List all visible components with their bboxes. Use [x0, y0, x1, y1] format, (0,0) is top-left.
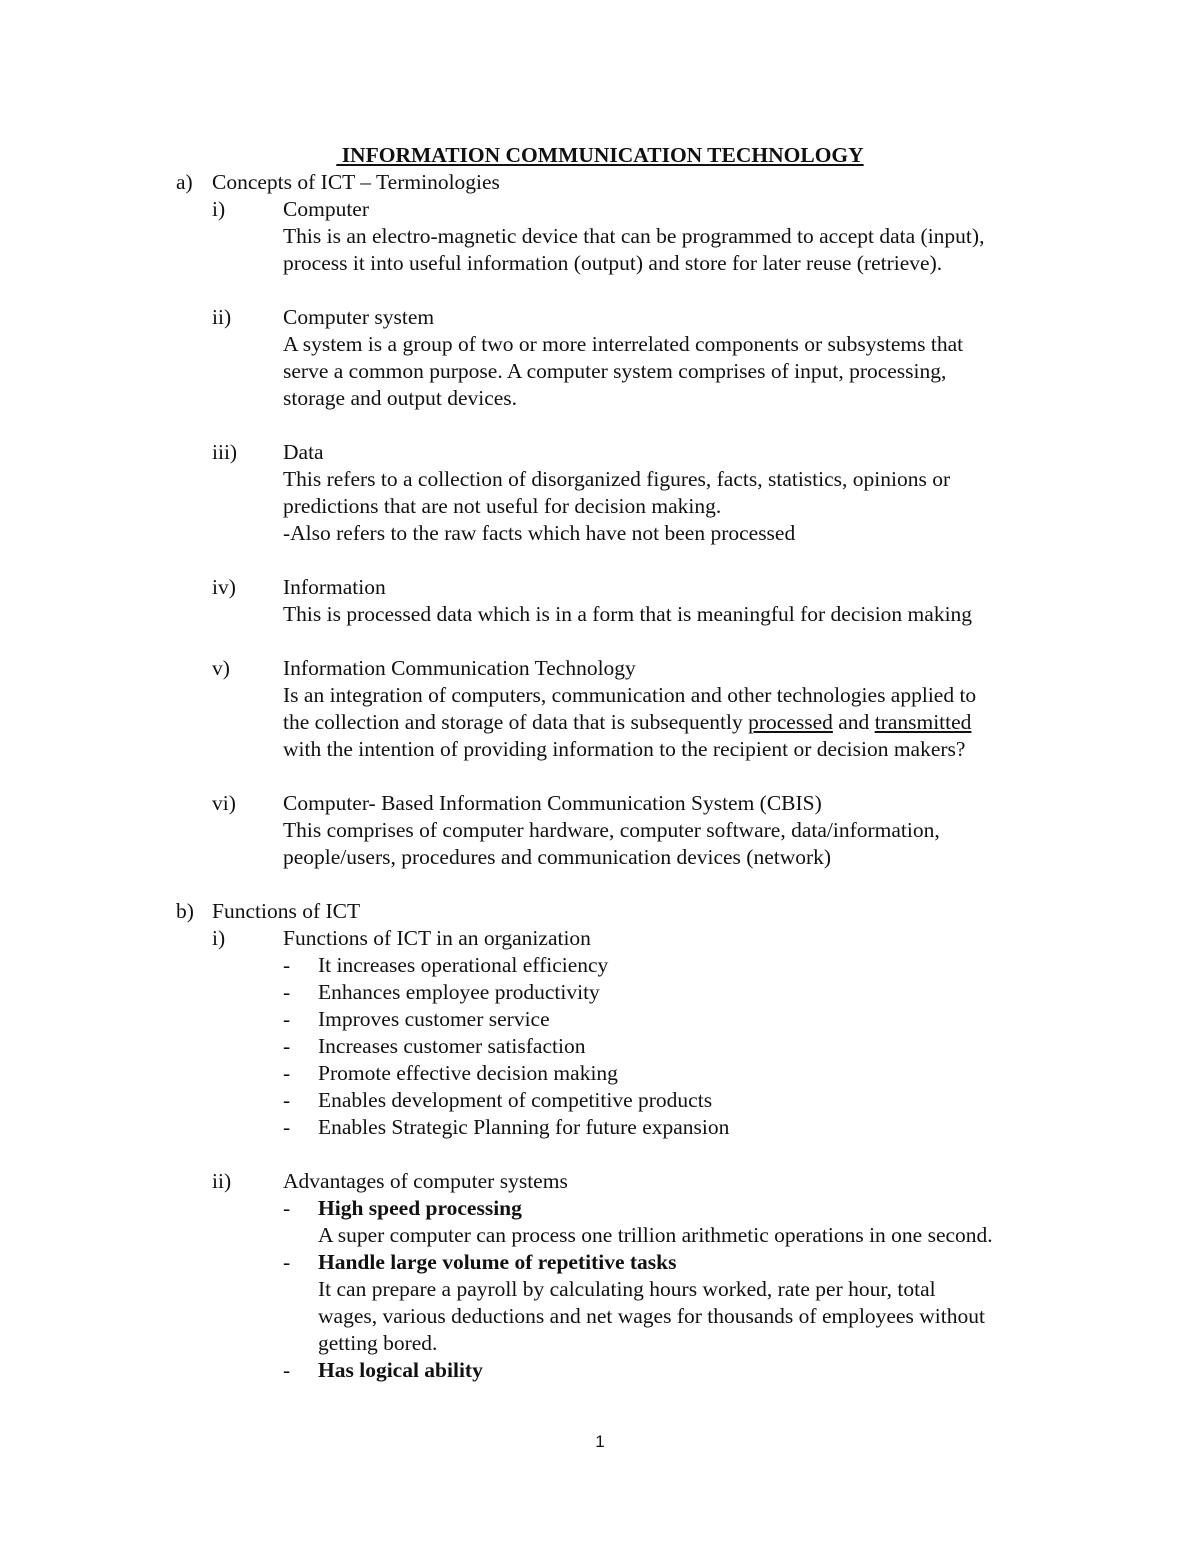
advantage-title-text: Has logical ability: [318, 1358, 483, 1382]
page-title: INFORMATION COMMUNICATION TECHNOLOGY: [336, 143, 864, 167]
function-item: Promote effective decision making: [318, 1061, 618, 1085]
item-number: iv): [212, 575, 236, 599]
advantages-heading: Advantages of computer systems: [283, 1169, 568, 1193]
item-number: i): [212, 197, 226, 221]
item-number: vi): [212, 791, 236, 815]
term-text: This refers to a collection of disorganized figures, facts, statistics, opinions or: [283, 467, 951, 491]
advantage-title: [318, 1249, 677, 1276]
function-item: Improves customer service: [318, 1007, 550, 1031]
advantage-text: It can prepare a payroll by calculating hours worked, rate per hour, total: [318, 1277, 936, 1301]
term-text: people/users, procedures and communication devices (network): [283, 845, 832, 869]
term-text: This comprises of computer hardware, computer software, data/information,: [283, 818, 940, 842]
item-number: iii): [212, 440, 238, 464]
section-b-label: b): [176, 899, 194, 923]
advantage-title: [318, 1357, 483, 1384]
section-b-heading: Functions of ICT: [212, 899, 361, 923]
term-text: This is processed data which is in a form that is meaningful for decision making: [283, 602, 973, 626]
item-number: v): [212, 656, 230, 680]
term-heading: Information: [283, 575, 386, 599]
item-number: ii): [212, 1169, 232, 1193]
bullet-dash: -: [283, 1088, 291, 1112]
item-number: ii): [212, 305, 232, 329]
term-text: This is an electro-magnetic device that can be programmed to accept data (input),: [283, 224, 985, 248]
advantage-title-text: Handle large volume of repetitive tasks: [318, 1250, 677, 1274]
bullet-dash: -: [283, 1358, 291, 1382]
section-a-heading: Concepts of ICT – Terminologies: [212, 170, 500, 194]
underlined-word-processed: processed: [748, 710, 833, 734]
term-text: -Also refers to the raw facts which have not been processed: [283, 521, 796, 545]
term-heading: Computer- Based Information Communication System (CBIS): [283, 791, 822, 815]
bullet-dash: -: [283, 1196, 291, 1220]
bullet-dash: -: [283, 1007, 291, 1031]
function-item: It increases operational efficiency: [318, 953, 609, 977]
term-heading: Data: [283, 440, 324, 464]
term-text: A system is a group of two or more interrelated components or subsystems that: [283, 332, 964, 356]
term-text: Is an integration of computers, communication and other technologies applied to: [283, 683, 977, 707]
term-text: [283, 709, 971, 736]
term-text: process it into useful information (output) and store for later reuse (retrieve).: [283, 251, 943, 275]
term-text: with the intention of providing information to the recipient or decision makers?: [283, 737, 966, 761]
function-item: Increases customer satisfaction: [318, 1034, 586, 1058]
underlined-word-transmitted: transmitted: [874, 710, 972, 734]
function-item: Enhances employee productivity: [318, 980, 600, 1004]
functions-heading: Functions of ICT in an organization: [283, 926, 591, 950]
function-item: Enables development of competitive products: [318, 1088, 713, 1112]
item-number: i): [212, 926, 226, 950]
function-item: Enables Strategic Planning for future expansion: [318, 1115, 730, 1139]
term-text: predictions that are not useful for decision making.: [283, 494, 722, 518]
page-number: 1: [595, 1432, 605, 1451]
bullet-dash: -: [283, 1034, 291, 1058]
advantage-text: wages, various deductions and net wages for thousands of employees without: [318, 1304, 985, 1328]
advantage-text: getting bored.: [318, 1331, 438, 1355]
advantage-title: [318, 1195, 522, 1222]
term-text-part: the collection and storage of data that is subsequently: [283, 710, 749, 734]
bullet-dash: -: [283, 1115, 291, 1139]
section-a-label: a): [176, 170, 193, 194]
advantage-text: A super computer can process one trillion arithmetic operations in one second.: [318, 1223, 993, 1247]
advantage-title-text: High speed processing: [318, 1196, 522, 1220]
bullet-dash: -: [283, 1061, 291, 1085]
bullet-dash: -: [283, 1250, 291, 1274]
term-heading: Information Communication Technology: [283, 656, 636, 680]
bullet-dash: -: [283, 953, 291, 977]
term-text: serve a common purpose. A computer system comprises of input, processing,: [283, 359, 947, 383]
bullet-dash: -: [283, 980, 291, 1004]
term-text: storage and output devices.: [283, 386, 518, 410]
term-text-part: and: [832, 710, 875, 734]
term-heading: Computer system: [283, 305, 435, 329]
term-heading: Computer: [283, 197, 369, 221]
